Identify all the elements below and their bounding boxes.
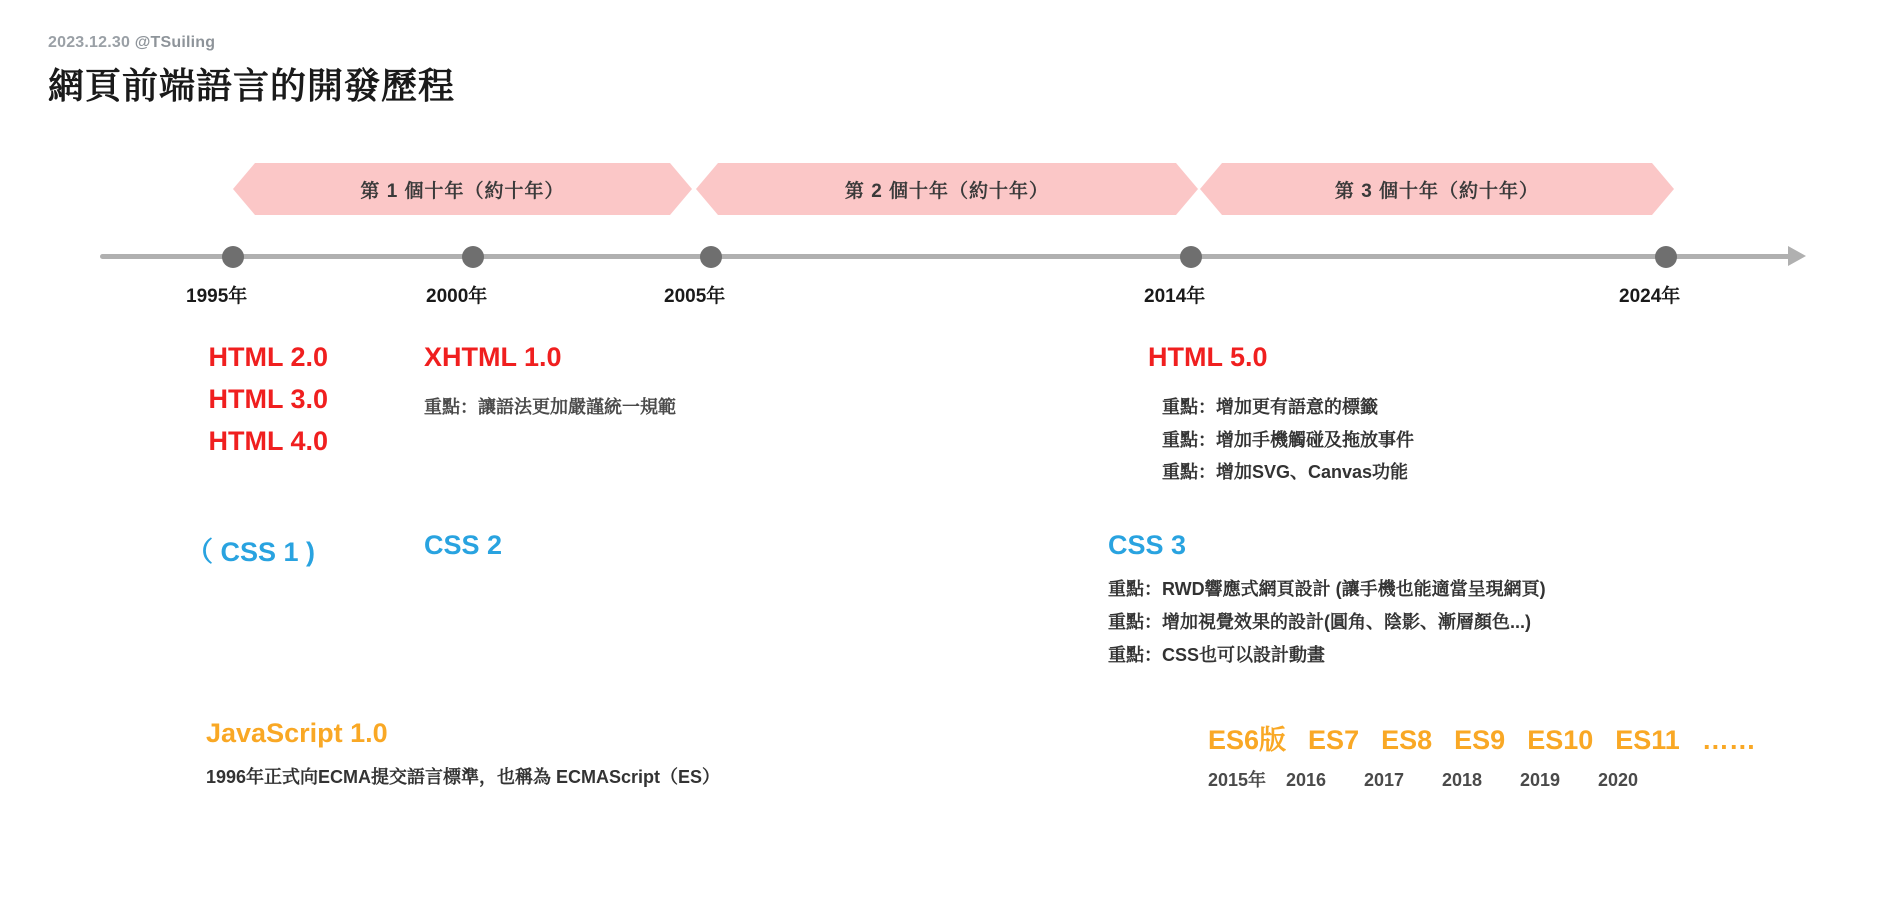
html-1995-group <box>0 337 328 463</box>
author-handle: @TSuiling <box>134 34 216 51</box>
xhtml-2000-group <box>424 337 676 424</box>
css1-group <box>186 530 315 569</box>
arrow-left-icon <box>696 163 718 215</box>
html-5-0-label: HTML 5.0 <box>1148 342 1268 372</box>
timeline-node-dot <box>1180 246 1202 268</box>
timeline-node-dot <box>462 246 484 268</box>
arrow-right-icon <box>670 163 692 215</box>
javascript-1-0-label: JavaScript 1.0 <box>206 718 388 748</box>
ecmascript-years <box>1208 766 1676 792</box>
decade-bar-3 <box>1222 163 1652 215</box>
arrow-left-icon <box>1200 163 1222 215</box>
html-4-0-label: HTML 4.0 <box>208 425 328 456</box>
post-date: 2023.12.30 <box>48 34 131 51</box>
html-5-0-note-3: 重點：增加SVG、Canvas功能 <box>1162 462 1409 483</box>
es-version-es9: ES9 <box>1454 725 1506 755</box>
css3-group <box>1108 530 1546 671</box>
timeline-node-dot <box>222 246 244 268</box>
timeline-node-dot <box>1655 246 1677 268</box>
html-3-0-label: HTML 3.0 <box>208 383 328 414</box>
timeline-node-label-2005: 2005年 <box>664 286 726 307</box>
header <box>48 34 1248 109</box>
es-year-2019: 2019 <box>1520 770 1561 790</box>
decade-bar-1-label: 第 1 個十年（約十年） <box>360 180 565 202</box>
timeline-node-label-1995: 1995年 <box>186 286 248 307</box>
css-2-label: CSS 2 <box>424 530 503 560</box>
html-5-0-note-2: 重點：增加手機觸碰及拖放事件 <box>1162 429 1414 450</box>
arrow-right-icon <box>1176 163 1198 215</box>
meta-line <box>48 34 1248 52</box>
axis-arrow-icon <box>1788 246 1806 266</box>
es-version-es10: ES10 <box>1527 725 1594 755</box>
decade-bar-2-label: 第 2 個十年（約十年） <box>844 180 1050 202</box>
es-year-2015: 2015年 <box>1208 770 1267 790</box>
es-version-es7: ES7 <box>1308 725 1360 755</box>
es-version-es8: ES8 <box>1381 725 1433 755</box>
css-1-label: （ CSS 1 ) <box>186 537 316 567</box>
timeline-node-label-2024: 2024年 <box>1619 286 1681 307</box>
es-year-2018: 2018 <box>1442 770 1483 790</box>
arrow-right-icon <box>1652 163 1674 215</box>
html5-2014-group <box>1148 337 1414 489</box>
decade-bar-2 <box>718 163 1176 215</box>
es-year-2016: 2016 <box>1286 770 1327 790</box>
css-3-note-1: 重點：RWD響應式網頁設計 (讓手機也能適當呈現網頁) <box>1108 579 1546 599</box>
css-3-note-3: 重點：CSS也可以設計動畫 <box>1108 644 1326 665</box>
html-2-0-label: HTML 2.0 <box>208 342 328 372</box>
javascript-group <box>206 718 720 794</box>
timeline-node-label-2014: 2014年 <box>1144 286 1206 307</box>
arrow-left-icon <box>233 163 255 215</box>
timeline-axis <box>100 254 1790 259</box>
css2-group <box>424 530 502 561</box>
timeline-node-dot <box>700 246 722 268</box>
es-year-2020: 2020 <box>1598 770 1639 790</box>
xhtml-1-0-label: XHTML 1.0 <box>424 342 562 372</box>
page-title: 網頁前端語言的開發歷程 <box>48 65 456 106</box>
css-3-label: CSS 3 <box>1108 530 1187 560</box>
timeline-node-label-2000: 2000年 <box>426 286 488 307</box>
javascript-note: 1996年正式向ECMA提交語言標準，也稱為 ECMAScript（ES） <box>206 767 721 787</box>
decade-bar-3-label: 第 3 個十年（約十年） <box>1334 180 1540 202</box>
xhtml-1-0-note: 重點：讓語法更加嚴謹統一規範 <box>424 396 676 417</box>
decade-bar-1 <box>255 163 670 215</box>
css-3-note-2: 重點：增加視覺效果的設計(圓角、陰影、漸層顏色...) <box>1108 611 1531 632</box>
html-5-0-note-1: 重點：增加更有語意的標籤 <box>1162 396 1378 417</box>
es-version-es6: ES6版 <box>1208 725 1287 755</box>
ecmascript-versions <box>1208 718 1756 757</box>
es-year-2017: 2017 <box>1364 770 1405 790</box>
es-version-es11: ES11 <box>1615 725 1680 755</box>
es-version-more: …… <box>1701 725 1756 755</box>
